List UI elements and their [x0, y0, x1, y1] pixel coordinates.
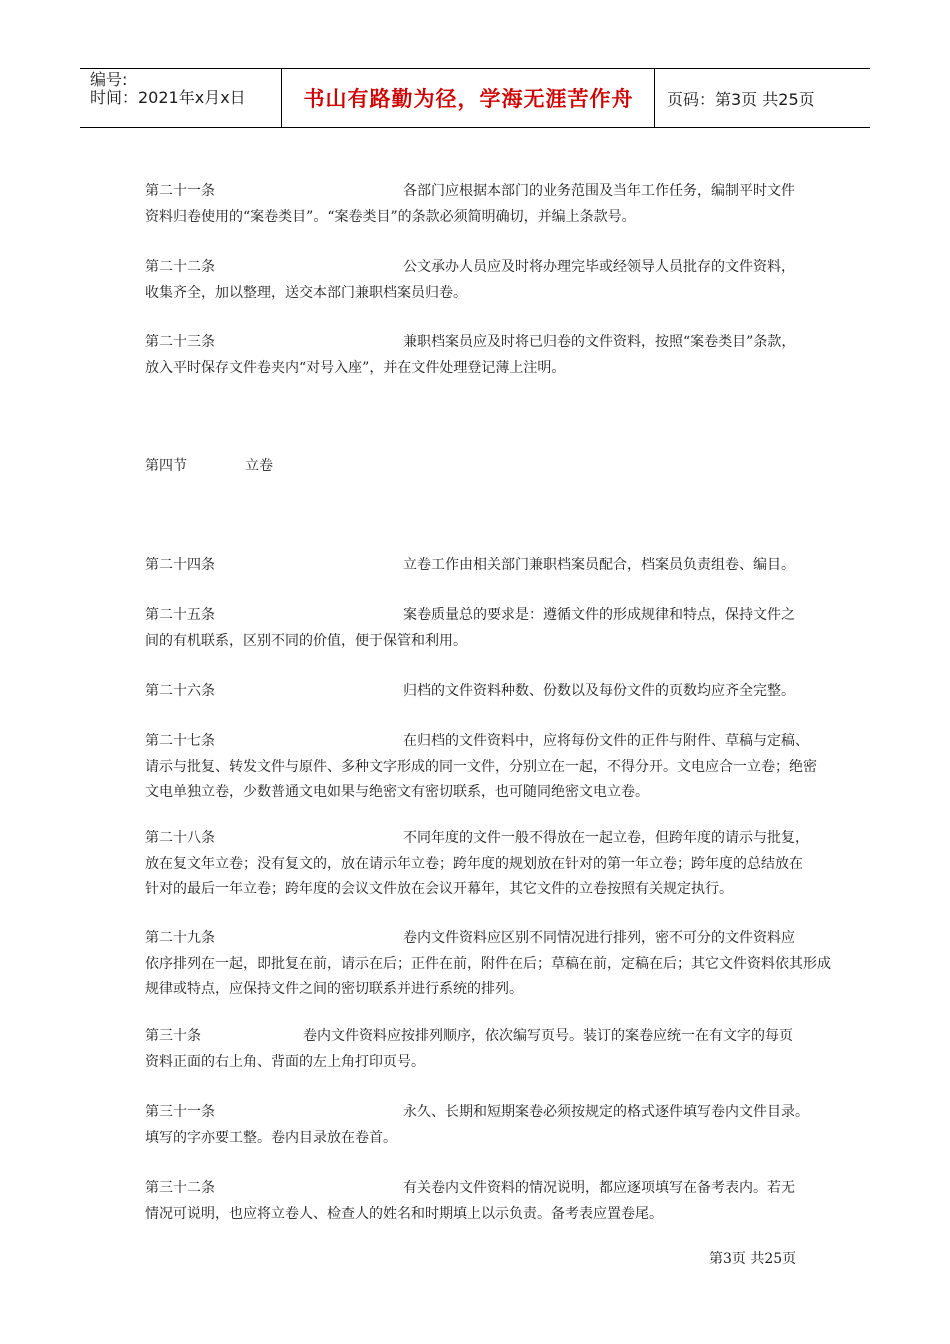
article-text-line: 填写的字亦要工整。卷内目录放在卷首。	[145, 1129, 397, 1146]
article-text-line: 放在复文年立卷；没有复文的，放在请示年立卷；跨年度的规划放在针对的第一年立卷；跨年度的总结放在	[145, 855, 803, 872]
section-title: 立卷	[245, 458, 273, 474]
article	[145, 1100, 817, 1151]
article-first-line	[145, 553, 817, 579]
article-text-line: 资料正面的右上角、背面的左上角打印页号。	[145, 1053, 425, 1070]
article-text-line: 放入平时保存文件卷夹内“对号入座”，并在文件处理登记薄上注明。	[145, 359, 566, 376]
article-number: 第二十六条	[145, 683, 215, 699]
article-first-line	[145, 330, 817, 356]
article	[145, 926, 831, 1003]
article	[145, 553, 817, 579]
article-number: 第二十五条	[145, 607, 215, 623]
article-text: 卷内文件资料应按排列顺序，依次编写页号。装订的案卷应统一在有文字的每页	[303, 1028, 793, 1044]
article-text-line: 规律或特点，应保持文件之间的密切联系并进行系统的排列。	[145, 981, 523, 997]
article-number: 第三十一条	[145, 1104, 215, 1120]
article-text: 兼职档案员应及时将已归卷的文件资料，按照“案卷类目”条款，	[403, 334, 796, 350]
article-text: 案卷质量总的要求是：遵循文件的形成规律和特点，保持文件之	[403, 607, 795, 623]
article-text: 有关卷内文件资料的情况说明，都应逐项填写在备考表内。若无	[403, 1180, 795, 1196]
article-number: 第二十四条	[145, 557, 215, 573]
article-text-line: 收集齐全，加以整理，送交本部门兼职档案员归卷。	[145, 284, 467, 301]
article-number: 第二十二条	[145, 259, 215, 275]
article	[145, 826, 817, 903]
article-number: 第二十一条	[145, 183, 215, 199]
article	[145, 679, 817, 705]
article-text-line: 请示与批复、转发文件与原件、多种文字形成的同一文件，分别立在一起，不得分开。文电应合一立卷；绝密	[145, 758, 817, 775]
article-text-line: 资料归卷使用的“案卷类目”。“案卷类目”的条款必须简明确切，并编上条款号。	[145, 208, 636, 225]
header-page-number: 页码：第3页 共25页	[667, 89, 815, 109]
article-first-line	[145, 926, 817, 952]
article	[145, 729, 817, 806]
header-meta	[90, 71, 246, 107]
article-text: 立卷工作由相关部门兼职档案员配合，档案员负责组卷、编目。	[403, 557, 795, 573]
section-heading	[145, 456, 273, 476]
article-first-line	[145, 826, 817, 852]
article-first-line	[145, 1176, 817, 1202]
article-text-line: 文电单独立卷，少数普通文电如果与绝密文有密切联系，也可随同绝密文电立卷。	[145, 784, 649, 800]
article-text: 归档的文件资料种数、份数以及每份文件的页数均应齐全完整。	[403, 683, 795, 699]
article	[145, 1024, 817, 1075]
time-label: 时间：2021年x月x日	[90, 88, 246, 107]
header-divider	[654, 69, 655, 127]
article-text: 不同年度的文件一般不得放在一起立卷，但跨年度的请示与批复，	[403, 830, 809, 846]
article-first-line	[145, 729, 817, 755]
article-text-line: 针对的最后一年立卷；跨年度的会议文件放在会议开幕年，其它文件的立卷按照有关规定执行。	[145, 881, 733, 897]
article-text: 永久、长期和短期案卷必须按规定的格式逐件填写卷内文件目录。	[403, 1104, 809, 1120]
article-number: 第二十三条	[145, 334, 215, 350]
article-text: 公文承办人员应及时将办理完毕或经领导人员批存的文件资料，	[403, 259, 795, 275]
article-text-line: 情况可说明，也应将立卷人、检查人的姓名和时期填上以示负责。备考表应置卷尾。	[145, 1205, 663, 1222]
article-text: 卷内文件资料应区别不同情况进行排列，密不可分的文件资料应	[403, 930, 795, 946]
page-header	[80, 68, 870, 128]
page-footer: 第3页 共25页	[709, 1251, 797, 1267]
article-text: 在归档的文件资料中，应将每份文件的正件与附件、草稿与定稿、	[403, 733, 809, 749]
article	[145, 1176, 817, 1227]
article-first-line	[145, 179, 817, 205]
article-first-line	[145, 1024, 817, 1050]
article-number: 第二十八条	[145, 830, 215, 846]
article-text-line: 依序排列在一起，即批复在前，请示在后；正件在前，附件在后；草稿在前，定稿在后；其它文件资料依其形成	[145, 955, 831, 972]
article-text: 各部门应根据本部门的业务范围及当年工作任务，编制平时文件	[403, 183, 795, 199]
article-number: 第二十七条	[145, 733, 215, 749]
article-first-line	[145, 603, 817, 629]
article	[145, 179, 817, 230]
article-number: 第二十九条	[145, 930, 215, 946]
code-label: 编号:	[90, 70, 128, 89]
article-text-line: 间的有机联系，区别不同的价值，便于保管和利用。	[145, 632, 467, 649]
article	[145, 330, 817, 381]
article-number: 第三十二条	[145, 1180, 215, 1196]
article-number: 第三十条	[145, 1028, 201, 1044]
header-motto: 书山有路勤为径，学海无涯苦作舟	[303, 87, 634, 111]
article	[145, 603, 817, 654]
article-first-line	[145, 1100, 817, 1126]
article	[145, 255, 817, 306]
section-number: 第四节	[145, 458, 187, 474]
article-first-line	[145, 255, 817, 281]
article-first-line	[145, 679, 817, 705]
